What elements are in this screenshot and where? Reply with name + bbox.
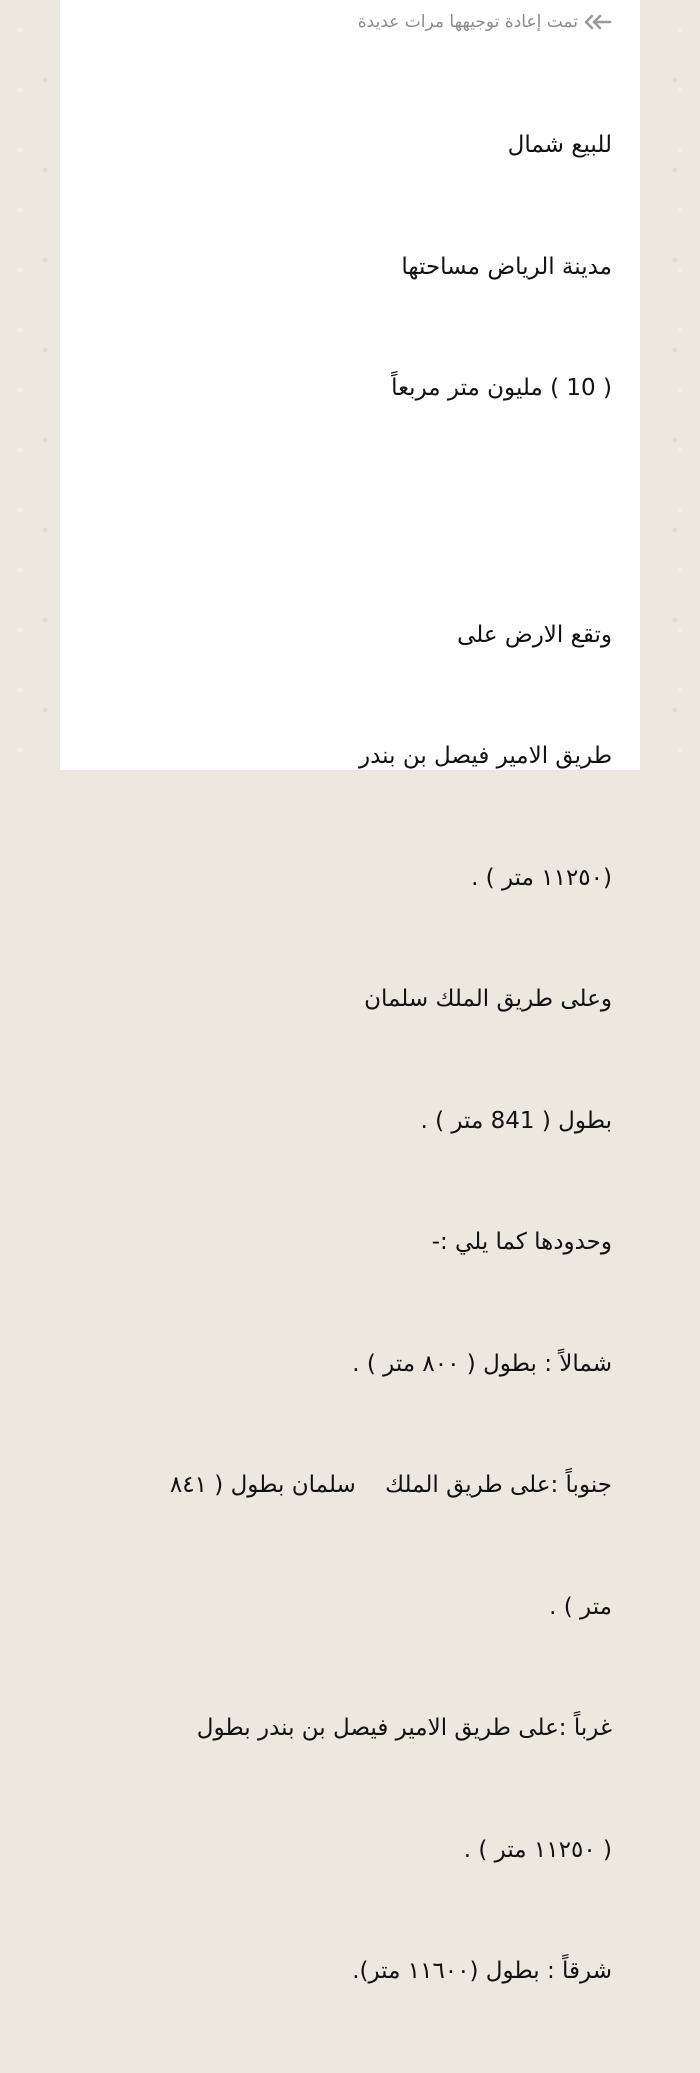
message-line: ( ١١٢٥٠ متر ) . — [463, 1836, 612, 1863]
message-line: متر ) . — [549, 1593, 612, 1620]
message-line: جنوباً :على طريق الملك سلمان بطول ( ٨٤١ — [169, 1472, 612, 1498]
forwarded-label: تمت إعادة توجيهها مرات عديدة — [357, 12, 578, 32]
message-line: وتقع الارض على — [457, 621, 612, 648]
message-line: طريق الامير فيصل بن بندر — [358, 743, 612, 769]
message-line: غرباً :على طريق الامير فيصل بن بندر بطول — [196, 1715, 612, 1741]
forwarded-indicator — [78, 4, 612, 40]
message-line: شرقاً : بطول (١١٦٠٠ متر). — [352, 1958, 612, 1984]
message-line: وحدودها كما يلي :- — [431, 1229, 612, 1255]
double-forward-arrow-icon — [584, 13, 612, 31]
message-line: بطول ( 841 متر ) . — [420, 1107, 612, 1134]
message-line: (١١٢٥٠ متر ) . — [471, 864, 612, 891]
message-line: شمالاً : بطول ( ٨٠٠ متر ) . — [352, 1350, 612, 1377]
message-line: وعلى طريق الملك سلمان — [364, 986, 612, 1012]
message-line-blank — [78, 490, 612, 534]
message-bubble[interactable] — [60, 0, 640, 1984]
message-line: ( 10 ) مليون متر مربعاً — [391, 375, 612, 401]
message-line: للبيع شمال — [507, 132, 612, 158]
message-line: مدينة الرياض مساحتها — [401, 253, 612, 280]
message-text — [78, 44, 612, 2073]
